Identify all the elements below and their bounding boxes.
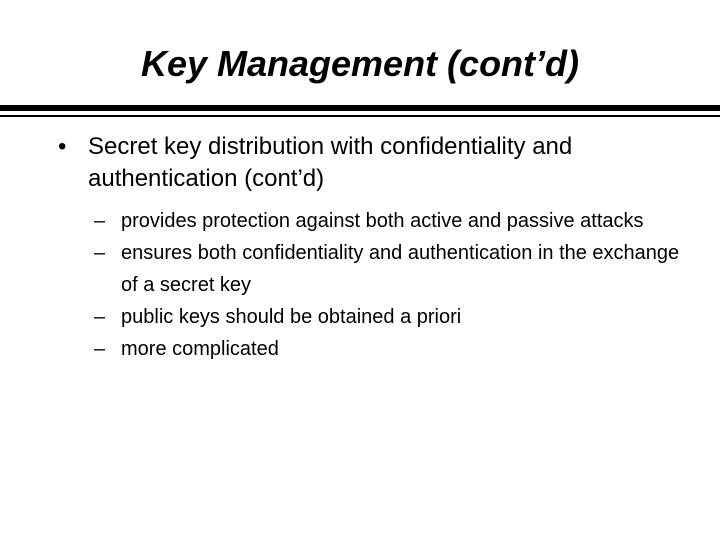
bullet-item: [0, 131, 720, 195]
slide-content: [0, 131, 720, 365]
slide-title: Key Management (cont’d): [140, 43, 580, 84]
sub-bullet-text: public keys should be obtained a priori: [121, 306, 462, 328]
dash-icon: –: [94, 306, 106, 328]
sub-bullet-item: [0, 333, 720, 365]
bullet-dot-icon: •: [58, 133, 67, 160]
dash-icon: –: [94, 338, 106, 360]
dash-icon: –: [94, 242, 106, 264]
sub-bullet-item: [0, 237, 720, 301]
title-divider-thick: [0, 105, 720, 111]
sub-bullet-item: [0, 301, 720, 333]
bullet-text: Secret key distribution with confidentiality and authentication (cont’d): [88, 133, 573, 192]
dash-icon: –: [94, 210, 106, 232]
sub-bullet-item: [0, 205, 720, 237]
title-divider-thin: [0, 115, 720, 117]
sub-bullet-text: provides protection against both active and passive attacks: [121, 210, 644, 232]
sub-bullet-text: more complicated: [121, 338, 279, 360]
sub-bullet-list: [0, 205, 720, 365]
sub-bullet-text: ensures both confidentiality and authentication in the exchange of a secret key: [121, 242, 680, 296]
